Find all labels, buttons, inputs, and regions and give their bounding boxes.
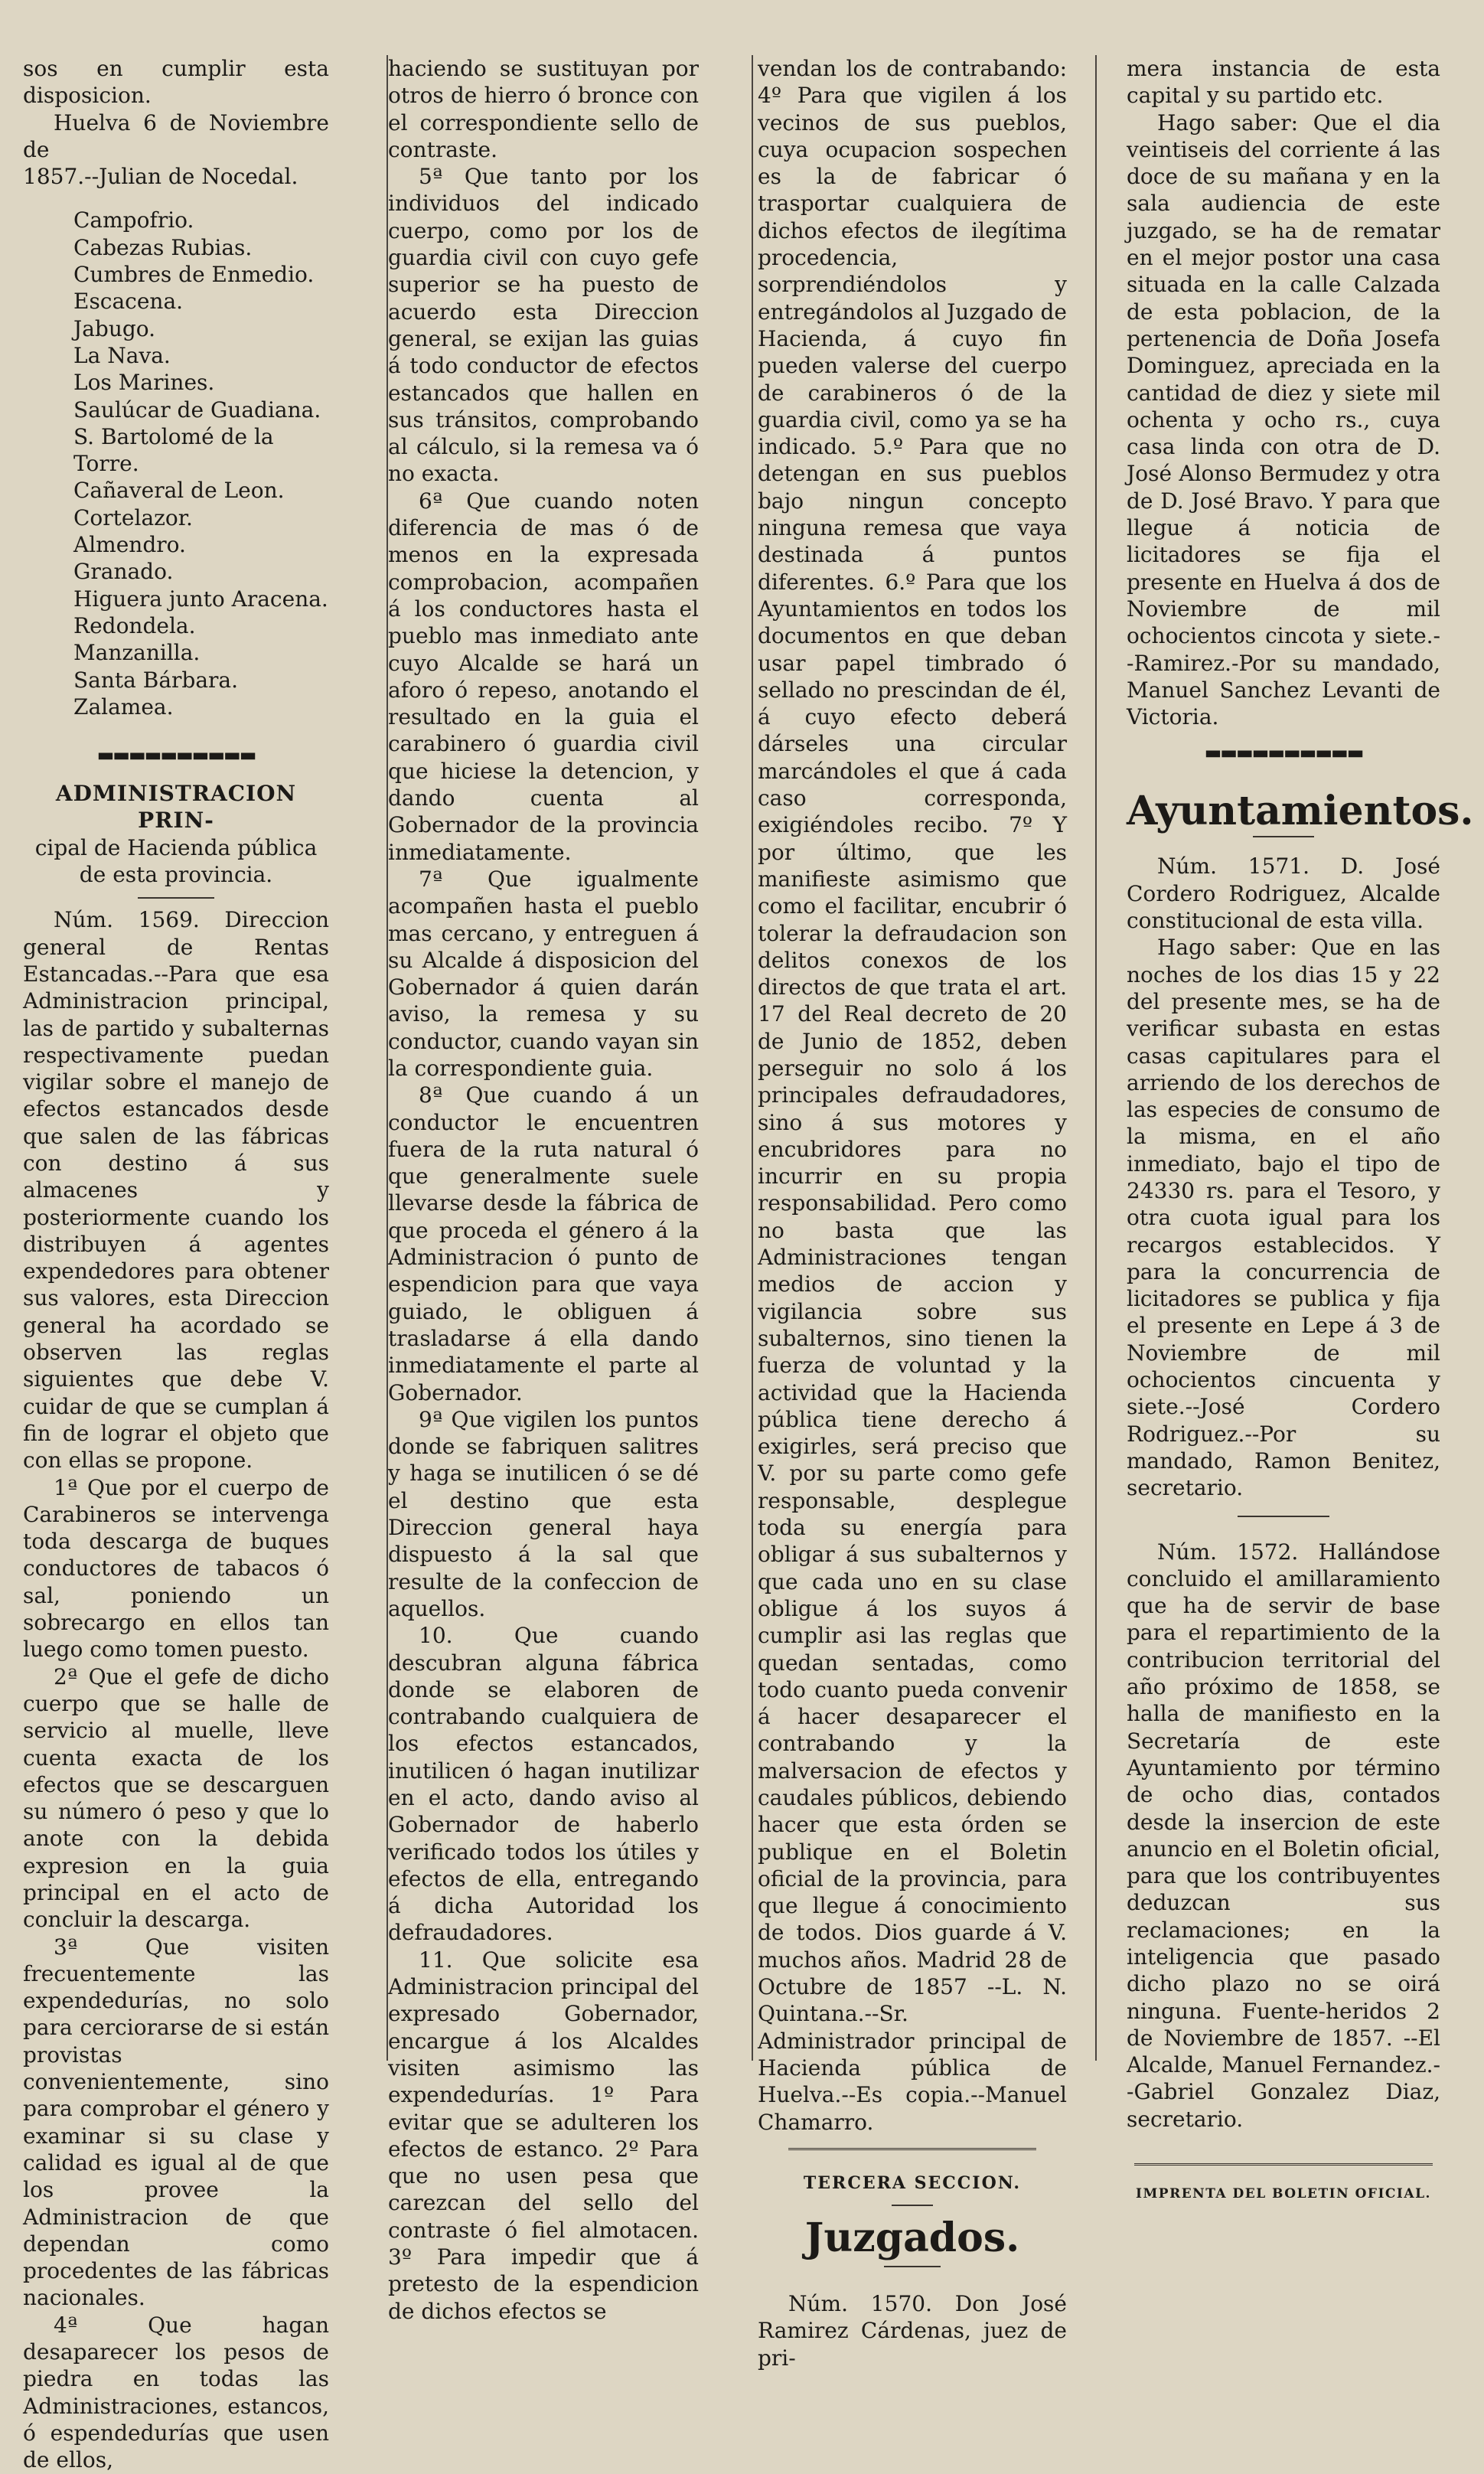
double-rule [1134, 2163, 1433, 2170]
paragraph: mera instancia de esta capital y su partido etc. [1127, 56, 1440, 109]
column-3 [758, 55, 1067, 2371]
imprint: IMPRENTA DEL BOLETIN OFICIAL. [1136, 2186, 1431, 2202]
paragraph: haciendo se sustituyan por otros de hierro ó bronce con el correspondiente sello de contraste. [388, 56, 699, 162]
list-item: Escacena. [73, 289, 184, 315]
ornament-rule: ▬▬▬▬▬▬▬▬▬▬ [96, 744, 256, 766]
list-item: Almendro. [73, 532, 186, 558]
column-1 [23, 55, 329, 2473]
column-2 [388, 55, 699, 2324]
list-item: Manzanilla. [73, 640, 201, 666]
rule-item: 8ª Que cuando á un conductor le encuentren fuera de la ruta natural ó que generalmente suele llevarse desde la fábrica de que proceda el género á la Administracion ó punto de espendicion para que vaya guiado, le obliguen á trasladarse á ella dando inmediatamente el parte al Gobernador. [388, 1082, 699, 1405]
notice-body: Núm. 1572. Hallándose concluido el amillaramiento que ha de servir de base para el repartimiento de la contribucion territorial del año próximo de 1858, se halla de manifiesto en la Secretaría de este Ayuntamiento por término de ocho dias, contados desde la insercion de este anuncio en el Boletin oficial, para que los contribuyentes deduzcan sus reclamaciones; en la inteligencia que pasado dicho plazo no se oirá ninguna. Fuente-heridos 2 de Noviembre de 1857. --El Alcalde, Manuel Fernandez.--Gabriel Gonzalez Diaz, secretario. [1127, 1539, 1440, 2132]
rule-item: 7ª Que igualmente acompañen hasta el pueblo mas cercano, y entreguen á su Alcalde á disposicion del Gobernador á quien darán aviso, la remesa y su conductor, cuando vayan sin la correspondiente guia. [388, 866, 699, 1081]
rule-item: 2ª Que el gefe de dicho cuerpo que se halle de servicio al muelle, lleve cuenta exacta de los efectos que se descarguen su número ó peso y que lo anote con la debida expresion en la guia principal en el acto de concluir la descarga. [23, 1663, 329, 1933]
section-heading: ADMINISTRACION PRIN- [55, 781, 297, 834]
list-item: S. Bartolomé de la Torre. [73, 423, 274, 477]
rule-item: 1ª Que por el cuerpo de Carabineros se intervenga toda descarga de buques conductores de tabacos ó sal, poniendo un sobrecargo en ellos tan luego como tomen puesto. [23, 1474, 329, 1663]
section-title: Ayuntamientos. [1127, 788, 1474, 835]
list-item: Zalamea. [73, 694, 174, 720]
list-item: Los Marines. [73, 370, 215, 396]
opening-line: sos en cumplir esta disposicion. [23, 56, 329, 109]
rule-item: 6ª Que cuando noten diferencia de mas ó de menos en la expresada comprobacion, acompañen á los conductores hasta el pueblo mas inmediato ante cuyo Alcalde se hará un aforo ó repeso, anotando el resultado en la guia el carabinero ó guardia civil que hiciese la detencion, y dando cuenta al Gobernador de la provincia inmediatamente. [388, 488, 699, 865]
rule-item: 3ª Que visiten frecuentemente las expendedurías, no solo para cerciorarse de si están provistas convenientemente, sino para comprobar el género y examinar si su clase y calidad es igual al de que los provee la Administracion de que dependan como procedentes de las fábricas nacionales. [23, 1934, 329, 2311]
opening-line: Huelva 6 de Noviembre de [23, 109, 329, 162]
double-rule [788, 2148, 1036, 2155]
ornament-rule: ▬▬▬▬▬▬▬▬▬▬ [1204, 742, 1363, 764]
notice-body: Núm. 1570. Don José Ramirez Cárdenas, juez de pri- [758, 2291, 1067, 2371]
notice-heading: Núm. 1571. D. José Cordero Rodriguez, Alcalde constitucional de esta villa. [1127, 853, 1440, 934]
paragraph: vendan los de contrabando: 4º Para que vigilen á los vecinos de sus pueblos, cuya ocupacion sospechen es la de fabricar ó trasportar cualquiera de dichos efectos de ilegítima procedencia, sorprendiéndolos y entregándolos al Juzgado de Hacienda, á cuyo fin pueden valerse del cuerpo de carabineros ó de la guardia civil, como ya se ha indicado. 5.º Para que no detengan en sus pueblos bajo ningun concepto ninguna remesa que vaya destinada á puntos diferentes. 6.º Para que los Ayuntamientos en todos los documentos en que deban usar papel timbrado ó sellado no prescindan de él, á cuyo efecto deberá dárseles una circular marcándoles el que á cada caso corresponda, exigiéndoles recibo. 7º Y por último, que les manifieste asimismo que como el facilitar, encubrir ó tolerar la defraudacion son delitos conexos de los directos de que trata el art. 17 del Real decreto de 20 de Junio de 1852, deben perseguir no solo á los principales defraudadores, sino á sus motores y encubridores para no incurrir en su propia responsabilidad. Pero como no basta que las Administraciones tengan medios de accion y vigilancia sobre sus subalternos, sino tienen la fuerza de voluntad y la actividad que la Hacienda pública tiene derecho á exigirles, será preciso que V. por su parte como gefe responsable, desplegue toda su energía para obligar á sus subalternos y que cada uno en su clase obligue á los suyos á cumplir asi las reglas que quedan sentadas, como todo cuanto pueda convenir á hacer desaparecer el contrabando y la malversacion de efectos y caudales públicos, debiendo hacer que esta órden se publique en el Boletin oficial de la provincia, para que llegue á conocimiento de todos. Dios guarde á V. muchos años. Madrid 28 de Octubre de 1857 --L. N. Quintana.--Sr. Administrador principal de Hacienda pública de Huelva.--Es copia.--Manuel Chamarro. [758, 56, 1067, 2135]
list-item: Jabugo. [73, 315, 156, 341]
list-item: Redondela. [73, 612, 196, 638]
list-item: Santa Bárbara. [73, 667, 239, 693]
notice-body: Núm. 1569. Direccion general de Rentas Estancadas.--Para que esa Administracion principal, las de partido y subalternas respectivamente puedan vigilar sobre el manejo de efectos estancados desde que salen de las fábricas con destino á sus almacenes y posteriormente cuando los distribuyen á agentes expendedores para obtener sus valores, esta Direccion general ha acordado se observen las reglas siguientes que debe V. cuidar de que se cumplan á fin de lograr el objeto que con ellas se propone. [23, 907, 329, 1474]
rule-item: 5ª Que tanto por los individuos del indicado cuerpo, como por los de guardia civil con cuyo gefe superior se ha puesto de acuerdo esta Direccion general, se exijan las guias á todo conductor de efectos estancados que hallen en sus tránsitos, comprobando al cálculo, si la remesa va ó no exacta. [388, 164, 699, 487]
column-4 [1127, 55, 1474, 2202]
list-item: Cortelazor. [73, 504, 193, 530]
notice-body: Hago saber: Que en las noches de los dias 15 y 22 del presente mes, se ha de verificar subasta en estas casas capitulares para el arriendo de los derechos de las especies de consumo de la misma, en el año inmediato, bajo el tipo de 24330 rs. para el Tesoro, y otra cuota igual para los recargos establecidos. Y para la concurrencia de licitadores se publica y fija el presente en Lepe á 3 de Noviembre de mil ochocientos cincuenta y siete.--José Cordero Rodriguez.--Por su mandado, Ramon Benitez, secretario. [1127, 935, 1440, 1501]
section-label: TERCERA SECCION. [803, 2172, 1022, 2193]
notice-body: Hago saber: Que el dia veintiseis del corriente á las doce de su mañana y en la sala audiencia de este juzgado, se ha de rematar en el mejor postor una casa situada en la calle Calzada de esta poblacion, de la pertenencia de Doña Josefa Dominguez, apreciada en la cantidad de diez y siete mil ochenta y ocho rs., cuya casa linda con otra de D. José Alonso Bermudez y otra de D. José Bravo. Y para que llegue á noticia de licitadores se fija el presente en Huelva á dos de Noviembre de mil ochocientos cincota y siete.--Ramirez.-Por su mandado, Manuel Sanchez Levanti de Victoria. [1127, 109, 1440, 730]
opening-line: 1857.--Julian de Nocedal. [23, 164, 298, 190]
column-rule [1095, 55, 1097, 2061]
list-item: Granado. [73, 559, 174, 585]
list-item: Cañaveral de Leon. [73, 478, 285, 504]
list-item: Saulúcar de Guadiana. [73, 397, 321, 423]
places-list [73, 207, 329, 720]
list-item: La Nava. [73, 342, 171, 368]
rule-item: 11. Que solicite esa Administracion principal del expresado Gobernador, encargue á los Alcaldes visiten asimismo las expendedurías. 1º Para evitar que se adulteren los efectos de estanco. 2º Para que no usen pesa que carezcan del sello del contraste ó fiel almotacen. 3º Para impedir que á pretesto de la espendicion de dichos efectos se [388, 1947, 699, 2324]
section-title: Juzgados. [804, 2215, 1020, 2262]
section-subheading: cipal de Hacienda pública de esta provincia. [34, 834, 318, 888]
column-rule [752, 55, 753, 2061]
list-item: Campofrio. [73, 207, 194, 233]
rule-item: 4ª Que hagan desaparecer los pesos de piedra en todas las Administraciones, estancos, ó espendedurías que usen de ellos, [23, 2312, 329, 2473]
rule-item: 9ª Que vigilen los puntos donde se fabriquen salitres y haga se inutilicen ó se dé el destino que esta Direccion general haya dispuesto á la sal que resulte de la confeccion de aquellos. [388, 1406, 699, 1621]
list-item: Cumbres de Enmedio. [73, 262, 315, 288]
rule-item: 10. Que cuando descubran alguna fábrica donde se elaboren de contrabando cualquiera de los efectos estancados, inutilicen ó hagan inutilizar en el acto, dando aviso al Gobernador de haberlo verificado todos los útiles y efectos de ella, entregando á dicha Autoridad los defraudadores. [388, 1623, 699, 1946]
list-item: Cabezas Rubias. [73, 234, 253, 260]
list-item: Higuera junto Aracena. [73, 586, 328, 612]
